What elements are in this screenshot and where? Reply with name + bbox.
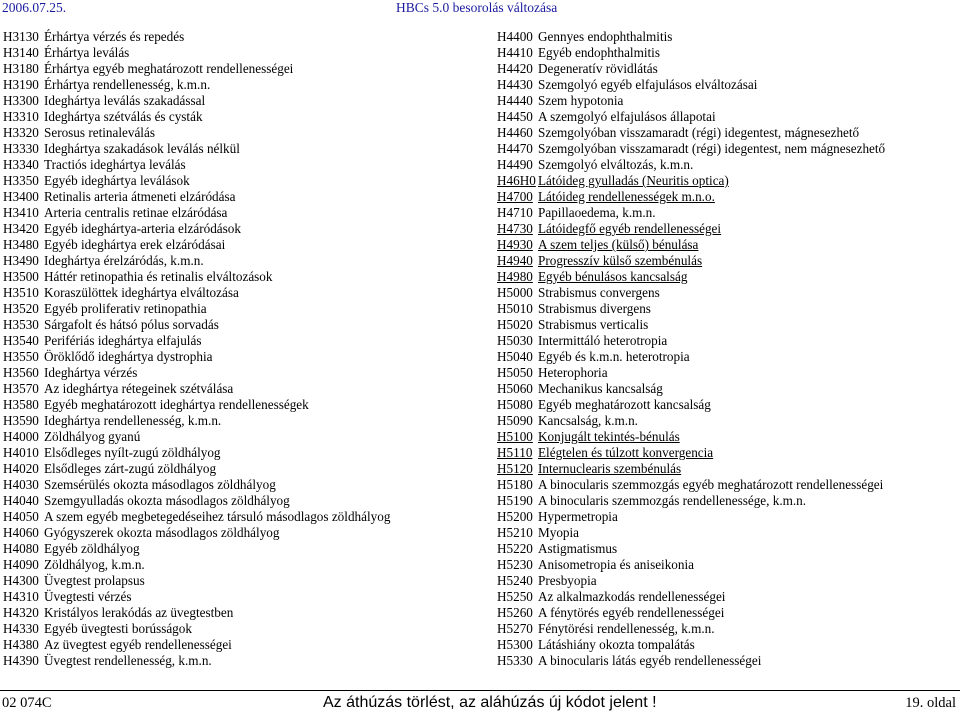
code-value: H3320 [3,125,39,140]
code-description: Astigmatismus [538,541,618,556]
code-entry [3,45,473,61]
code-entry [497,573,957,589]
code-description: Gennyes endophthalmitis [538,29,673,44]
code-description: Ideghártya leválás szakadással [44,93,206,108]
code-value: H5230 [497,557,533,572]
code-description: A szemgolyó elfajulásos állapotai [538,109,716,124]
code-description: Egyéb zöldhályog [44,541,140,556]
code-entry [497,285,957,301]
code-description: Strabismus verticalis [538,317,649,332]
code-value: H3500 [3,269,39,284]
code-description: Gyógyszerek okozta másodlagos zöldhályog [44,525,280,540]
code-entry [3,253,473,269]
code-description: Egyéb meghatározott ideghártya rendellenességek [44,397,309,412]
code-entry [3,589,473,605]
code-value: H5120 [497,461,533,476]
code-description: Anisometropia és aniseikonia [538,557,695,572]
code-value: H5110 [497,445,533,460]
code-description: Egyéb meghatározott kancsalság [538,397,711,412]
code-entry [497,509,957,525]
code-value: H3190 [3,77,39,92]
code-value: H3300 [3,93,39,108]
code-value: H5270 [497,621,533,636]
code-value: H46H0 [497,173,536,188]
code-value: H3140 [3,45,39,60]
footer-doc-code: 02 074C [2,695,52,711]
code-value: H3550 [3,349,39,364]
code-description: Papillaoedema, k.m.n. [538,205,656,220]
code-description: Serosus retinaleválás [44,125,155,140]
code-entry [497,605,957,621]
code-entry [497,301,957,317]
code-entry [497,317,957,333]
code-entry [3,653,473,669]
code-entry [3,125,473,141]
code-description: A szem egyéb megbetegedéseihez társuló másodlagos zöldhályog [44,509,391,524]
code-value: H3590 [3,413,39,428]
code-description: Látóideg gyulladás (Neuritis optica) [538,173,729,188]
code-value: H4470 [497,141,533,156]
code-entry [497,349,957,365]
code-value: H4310 [3,589,39,604]
code-entry [3,237,473,253]
code-entry [3,637,473,653]
code-entry [497,445,957,461]
code-value: H4400 [497,29,533,44]
code-value: H3330 [3,141,39,156]
code-description: Szemgolyó egyéb elfajulásos elváltozásai [538,77,758,92]
code-description: Szem hypotonia [538,93,624,108]
code-value: H4000 [3,429,39,444]
code-description: Öröklődő ideghártya dystrophia [44,349,213,364]
code-value: H4320 [3,605,39,620]
code-description: Fénytörési rendellenesség, k.m.n. [538,621,715,636]
code-entry [3,93,473,109]
code-value: H4700 [497,189,533,204]
code-value: H5050 [497,365,533,380]
footer-page-number: 19. oldal [905,695,956,711]
code-entry [497,189,957,205]
code-value: H5020 [497,317,533,332]
code-value: H4490 [497,157,533,172]
code-description: Egyéb üvegtesti borússágok [44,621,192,636]
code-entry [3,205,473,221]
code-entry [497,125,957,141]
code-value: H3310 [3,109,39,124]
code-entry [3,141,473,157]
code-value: H5040 [497,349,533,364]
code-value: H5250 [497,589,533,604]
right-code-list [497,29,957,669]
code-description: A binocularis szemmozgás rendellenessége, k.m.n. [538,493,807,508]
code-value: H4440 [497,93,533,108]
code-value: H5030 [497,333,533,348]
code-value: H4930 [497,237,533,252]
code-entry [497,493,957,509]
code-description: Szemgolyóban visszamaradt (régi) idegentest, mágnesezhető [538,125,860,140]
code-entry [497,365,957,381]
code-description: Egyéb ideghártya-arteria elzáródások [44,221,241,236]
code-value: H5060 [497,381,533,396]
code-entry [497,477,957,493]
code-description: Szemgyulladás okozta másodlagos zöldhályog [44,493,290,508]
code-entry [497,173,957,189]
code-entry [497,333,957,349]
code-description: Elégtelen és túlzott konvergencia [538,445,714,460]
page-footer [0,694,960,714]
code-entry [3,301,473,317]
code-entry [3,157,473,173]
code-value: H3350 [3,173,39,188]
code-entry [3,77,473,93]
code-entry [3,317,473,333]
code-description: Myopia [538,525,580,540]
code-description: A binocularis látás egyéb rendellenességei [538,653,762,668]
code-description: Érhártya egyéb meghatározott rendellenességei [44,61,294,76]
code-description: Az ideghártya rétegeinek szétválása [44,381,234,396]
code-description: A binocularis szemmozgás egyéb meghatározott rendellenességei [538,477,884,492]
header-date: 2006.07.25. [2,0,67,15]
code-description: A fénytörés egyéb rendellenességei [538,605,725,620]
code-value: H3570 [3,381,39,396]
code-value: H4090 [3,557,39,572]
code-value: H5220 [497,541,533,556]
code-entry [3,221,473,237]
code-value: H3410 [3,205,39,220]
code-entry [497,397,957,413]
code-entry [497,269,957,285]
code-entry [3,285,473,301]
code-description: Érhártya vérzés és repedés [44,29,185,44]
code-entry [3,349,473,365]
code-entry [3,61,473,77]
code-description: Intermittáló heterotropia [538,333,668,348]
code-description: Egyéb ideghártya erek elzáródásai [44,237,226,252]
code-description: A szem teljes (külső) bénulása [538,237,699,252]
code-value: H4080 [3,541,39,556]
code-entry [497,237,957,253]
code-description: Ideghártya rendellenesség, k.m.n. [44,413,222,428]
code-value: H4940 [497,253,533,268]
code-description: Egyéb endophthalmitis [538,45,660,60]
footer-divider [0,690,960,691]
code-value: H4420 [497,61,533,76]
code-description: Háttér retinopathia és retinalis elváltozások [44,269,273,284]
code-value: H3340 [3,157,39,172]
code-description: Egyéb és k.m.n. heterotropia [538,349,690,364]
code-description: Presbyopia [538,573,597,588]
code-description: Retinalis arteria átmeneti elzáródása [44,189,236,204]
code-description: Perifériás ideghártya elfajulás [44,333,202,348]
code-value: H4060 [3,525,39,540]
code-entry [497,45,957,61]
code-description: Az alkalmazkodás rendellenességei [538,589,726,604]
code-description: Arteria centralis retinae elzáródása [44,205,228,220]
code-description: Zöldhályog, k.m.n. [44,557,145,572]
code-value: H5180 [497,477,533,492]
code-description: Progresszív külső szembénulás [538,253,703,268]
code-description: Strabismus divergens [538,301,651,316]
code-description: Látóidegfő egyéb rendellenességei [538,221,722,236]
code-entry [3,525,473,541]
code-entry [497,461,957,477]
code-description: Heterophoria [538,365,608,380]
code-value: H4040 [3,493,39,508]
code-description: Egyéb ideghártya leválások [44,173,190,188]
code-entry [3,269,473,285]
code-value: H4020 [3,461,39,476]
code-value: H5090 [497,413,533,428]
code-description: Látáshiány okozta tompalátás [538,637,695,652]
code-description: Sárgafolt és hátsó pólus sorvadás [44,317,219,332]
code-description: Érhártya rendellenesség, k.m.n. [44,77,211,92]
code-description: Kristályos lerakódás az üvegtestben [44,605,234,620]
footer-legend-note: Az áthúzás törlést, az aláhúzás új kódot jelent ! [323,694,657,711]
code-value: H5260 [497,605,533,620]
code-value: H4410 [497,45,533,60]
code-entry [497,29,957,45]
code-entry [497,381,957,397]
code-description: Üvegtesti vérzés [44,589,132,604]
code-entry [497,557,957,573]
code-value: H3420 [3,221,39,236]
code-description: Egyéb bénulásos kancsalság [538,269,688,284]
code-entry [497,221,957,237]
code-entry [3,557,473,573]
code-entry [497,141,957,157]
code-entry [3,621,473,637]
code-description: Ideghártya szétválás és cysták [44,109,203,124]
code-entry [497,541,957,557]
code-entry [3,429,473,445]
code-value: H3520 [3,301,39,316]
code-description: Kancsalság, k.m.n. [538,413,638,428]
code-description: Ideghártya érelzáródás, k.m.n. [44,253,204,268]
code-value: H4980 [497,269,533,284]
code-entry [497,653,957,669]
code-value: H3480 [3,237,39,252]
code-entry [497,77,957,93]
code-entry [3,189,473,205]
code-value: H3490 [3,253,39,268]
code-description: Zöldhályog gyanú [44,429,141,444]
code-entry [3,413,473,429]
code-entry [497,109,957,125]
code-entry [497,525,957,541]
code-description: Mechanikus kancsalság [538,381,663,396]
page-header [0,0,960,18]
code-value: H5240 [497,573,533,588]
code-description: Tractiós ideghártya leválás [44,157,186,172]
code-value: H4390 [3,653,39,668]
code-entry [497,93,957,109]
code-entry [3,29,473,45]
code-description: Degeneratív rövidlátás [538,61,658,76]
code-value: H3400 [3,189,39,204]
header-version-title: HBCs 5.0 besorolás változása [396,0,558,15]
code-value: H3510 [3,285,39,300]
code-description: Látóideg rendellenességek m.n.o. [538,189,715,204]
code-description: Üvegtest prolapsus [44,573,145,588]
code-entry [3,461,473,477]
code-value: H3180 [3,61,39,76]
code-value: H4460 [497,125,533,140]
code-entry [3,109,473,125]
code-entry [3,173,473,189]
code-description: Szemgolyóban visszamaradt (régi) idegentest, nem mágnesezhető [538,141,886,156]
code-description: Ideghártya szakadások leválás nélkül [44,141,240,156]
code-value: H3130 [3,29,39,44]
code-entry [497,205,957,221]
code-value: H4050 [3,509,39,524]
code-entry [497,157,957,173]
code-entry [3,333,473,349]
code-value: H3580 [3,397,39,412]
code-entry [3,605,473,621]
code-description: Elsődleges zárt-zugú zöldhályog [44,461,217,476]
code-entry [3,445,473,461]
code-description: Hypermetropia [538,509,618,524]
code-description: Ideghártya vérzés [44,365,138,380]
code-value: H5100 [497,429,533,444]
code-description: Az üvegtest egyéb rendellenességei [44,637,232,652]
code-entry [497,61,957,77]
code-description: Érhártya leválás [44,45,130,60]
code-description: Elsődleges nyílt-zugú zöldhályog [44,445,221,460]
code-value: H5210 [497,525,533,540]
code-value: H4330 [3,621,39,636]
code-entry [497,413,957,429]
code-entry [497,589,957,605]
code-value: H5330 [497,653,533,668]
code-description: Üvegtest rendellenesség, k.m.n. [44,653,212,668]
code-entry [3,477,473,493]
code-entry [3,493,473,509]
code-value: H5300 [497,637,533,652]
code-entry [497,621,957,637]
code-value: H5010 [497,301,533,316]
code-value: H4450 [497,109,533,124]
code-value: H5000 [497,285,533,300]
code-entry [3,397,473,413]
code-entry [497,429,957,445]
code-value: H3540 [3,333,39,348]
code-value: H3560 [3,365,39,380]
code-entry [3,509,473,525]
code-value: H4010 [3,445,39,460]
code-value: H5190 [497,493,533,508]
code-description: Koraszülöttek ideghártya elváltozása [44,285,239,300]
code-description: Egyéb proliferativ retinopathia [44,301,207,316]
code-description: Internuclearis szembénulás [538,461,682,476]
code-entry [3,541,473,557]
code-entry [3,381,473,397]
code-value: H4380 [3,637,39,652]
code-value: H5200 [497,509,533,524]
code-description: Szemgolyó elváltozás, k.m.n. [538,157,694,172]
code-description: Strabismus convergens [538,285,660,300]
code-entry [3,365,473,381]
code-value: H4730 [497,221,533,236]
code-entry [497,253,957,269]
code-value: H4030 [3,477,39,492]
code-description: Szemsérülés okozta másodlagos zöldhályog [44,477,276,492]
code-entry [497,637,957,653]
left-code-list [3,29,473,669]
code-value: H3530 [3,317,39,332]
code-value: H4710 [497,205,533,220]
code-value: H4300 [3,573,39,588]
code-description: Konjugált tekintés-bénulás [538,429,680,444]
code-value: H4430 [497,77,533,92]
code-entry [3,573,473,589]
code-value: H5080 [497,397,533,412]
